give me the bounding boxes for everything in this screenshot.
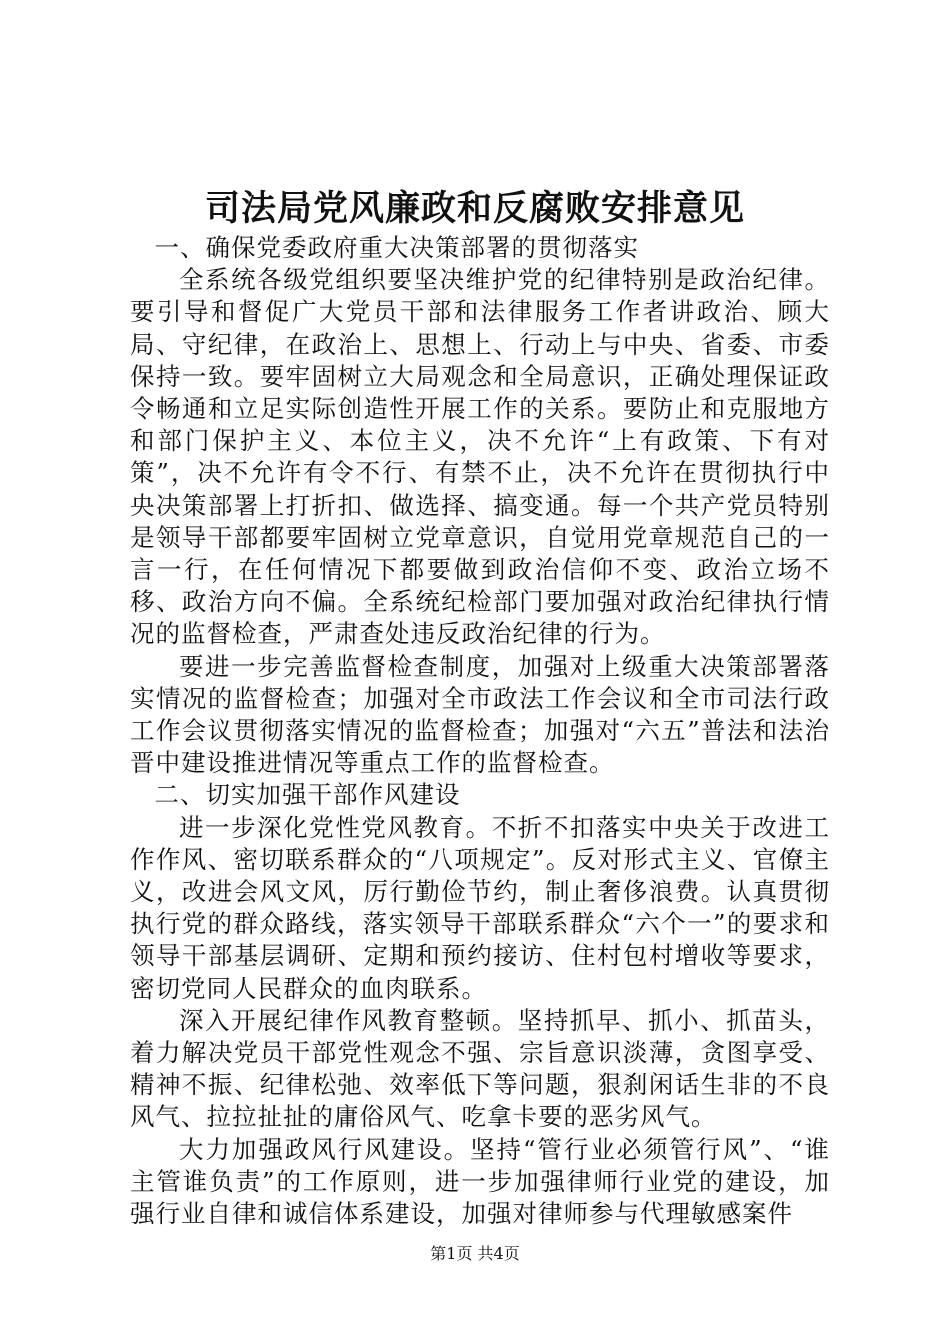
- page-footer: 第1页 共4页: [430, 1244, 520, 1263]
- section-1: [130, 232, 830, 779]
- paragraph: 要进一步完善监督检查制度，加强对上级重大决策部署落实情况的监督检查；加强对全市政法工作会议和全市司法行政工作会议贯彻落实情况的监督检查；加强对“六五”普法和法治晋中建设推进情况等重点工作的监督检查。: [130, 651, 830, 778]
- paragraph: 大力加强政风行风建设。坚持“管行业必须管行风”、“谁主管谁负责”的工作原则，进一步加强律师行业党的建设，加强行业自律和诚信体系建设，加强对律师参与代理敏感案件: [130, 1134, 830, 1229]
- section-2: [130, 779, 830, 1230]
- document-body: [130, 232, 830, 1230]
- paragraph: 深入开展纪律作风教育整顿。坚持抓早、抓小、抓苗头，着力解决党员干部党性观念不强、宗旨意识淡薄，贪图享受、精神不振、纪律松弛、效率低下等问题，狠刹闲话生非的不良风气、拉拉扯扯的庸俗风气、吃拿卡要的恶劣风气。: [130, 1005, 830, 1132]
- section-heading: 一、确保党委政府重大决策部署的贯彻落实: [154, 233, 639, 262]
- section-heading: 二、切实加强干部作风建设: [154, 780, 461, 810]
- paragraph: 进一步深化党性党风教育。不折不扣落实中央关于改进工作作风、密切联系群众的“八项规定”。反对形式主义、官僚主义，改进会风文风，厉行勤俭节约，制止奢侈浪费。认真贯彻执行党的群众路线，落实领导干部联系群众“六个一”的要求和领导干部基层调研、定期和预约接访、住村包村增收等要求，密切党同人民群众的血肉联系。: [130, 812, 830, 1003]
- paragraph: 全系统各级党组织要坚决维护党的纪律特别是政治纪律。要引导和督促广大党员干部和法律服务工作者讲政治、顾大局、守纪律，在政治上、思想上、行动上与中央、省委、市委保持一致。要牢固树立大局观念和全局意识，正确处理保证政令畅通和立足实际创造性开展工作的关系。要防止和克服地方和部门保护主义、本位主义，决不允许“上有政策、下有对策”，决不允许有令不行、有禁不止，决不允许在贯彻执行中央决策部署上打折扣、做选择、搞变通。每一个共产党员特别是领导干部都要牢固树立党章意识，自觉用党章规范自己的一言一行，在任何情况下都要做到政治信仰不变、政治立场不移、政治方向不偏。全系统纪检部门要加强对政治纪律执行情况的监督检查，严肃查处违反政治纪律的行为。: [130, 265, 830, 649]
- document-title: 司法局党风廉政和反腐败安排意见: [204, 188, 745, 229]
